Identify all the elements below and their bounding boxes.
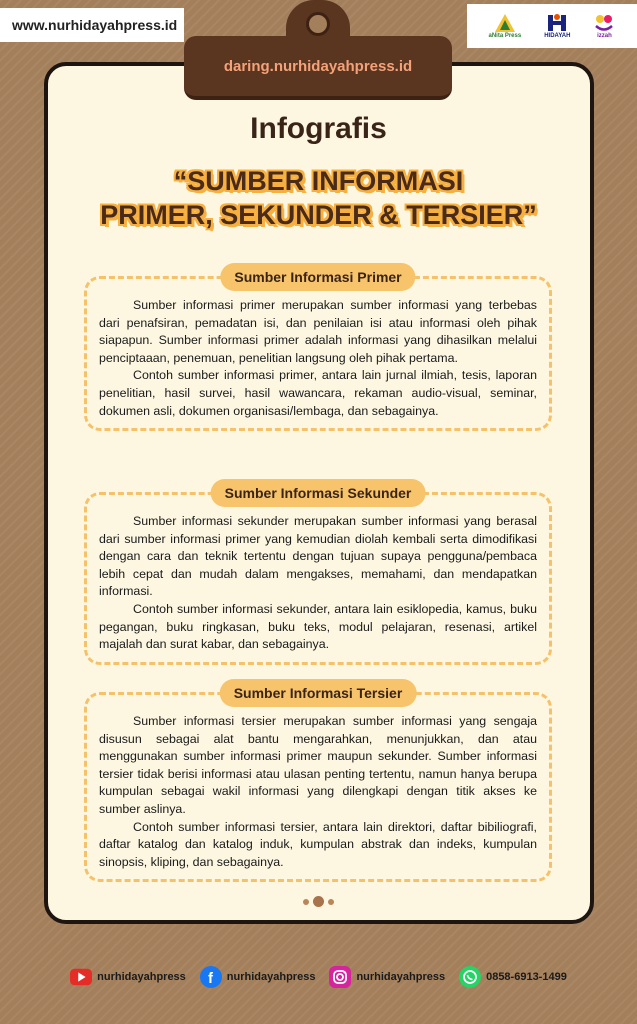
instagram-link[interactable] [329, 966, 445, 988]
facebook-icon [200, 966, 222, 988]
izzah-icon [593, 13, 615, 33]
page-dot-active [313, 896, 324, 907]
section-primer-paragraph-1: Sumber informasi primer merupakan sumber informasi yang terbebas dari penafsiran, pemadatan isi, dan penilaian isi atau informasi oleh pihak siapapun. Sumber informasi primer adalah informasi yang dihasilkan melalui penciptaaan, penemuan, penelitian langsung oleh pihak pertama. [99, 298, 537, 365]
section-primer [84, 269, 552, 431]
svg-text:f: f [207, 970, 213, 987]
youtube-icon [70, 966, 92, 988]
headline-line-1: “SUMBER INFORMASI [173, 166, 464, 196]
clip-label[interactable]: daring.nurhidayahpress.id [223, 57, 413, 75]
instagram-handle: nurhidayahpress [356, 971, 446, 983]
hidayah-icon [544, 13, 570, 33]
facebook-link[interactable] [200, 966, 316, 988]
page-dot [328, 899, 334, 905]
section-sekunder-paragraph-1: Sumber informasi sekunder merupakan sumber informasi yang berasal dari sumber informasi primer yang kemudian diolah kembali serta dimodifikasi dengan cara dan teknik tertentu dengan tujuan supaya pengguna/pembaca lebih cepat dan mudah dalam mengakses, memahami, dan mendapatkan informasi. [99, 514, 537, 599]
instagram-icon [329, 966, 351, 988]
clipboard-clip-hole [306, 12, 330, 36]
site-url[interactable]: www.nurhidayahpress.id [12, 17, 178, 33]
izzah-logo: izzah [593, 13, 615, 39]
whatsapp-icon [459, 966, 481, 988]
hidayah-logo: HIDAYAH [544, 13, 570, 39]
section-tersier [84, 685, 552, 882]
publisher-logos [467, 4, 637, 48]
whatsapp-link[interactable] [459, 966, 567, 988]
section-title-tersier: Sumber Informasi Tersier [220, 679, 417, 707]
social-footer [0, 964, 637, 990]
page-dot [303, 899, 309, 905]
facebook-handle: nurhidayahpress [226, 971, 316, 983]
section-tersier-paragraph-1: Sumber informasi tersier merupakan sumber informasi yang sengaja disusun sebagai alat bantu mengarahkan, menunjukkan, dan atau menggunakan sumber informasi primer maupun sekunder. Sumber informasi tersier tidak berisi informasi atau ulasan penting tertentu, namun hanya berupa kumpulan sebagai wakil informasi yang dilengkapi dengan titik akses ke sumber aslinya. [99, 714, 537, 816]
page-indicator [0, 896, 637, 907]
anita-press-logo: aNita Press [489, 13, 522, 39]
section-tersier-paragraph-2: Contoh sumber informasi tersier, antara lain direktori, daftar bibiliografi, daftar katalog dan katalog induk, kumpulan abstrak dan indeks, kumpulan sinopsis, kliping, dan sebagainya. [99, 819, 537, 869]
youtube-handle: nurhidayahpress [97, 971, 186, 983]
headline-line-2: PRIMER, SEKUNDER & TERSIER” [100, 200, 537, 230]
page-title: Infografis [250, 112, 387, 145]
site-url-badge[interactable] [0, 8, 184, 42]
headline [0, 164, 637, 232]
section-title-primer: Sumber Informasi Primer [220, 263, 415, 291]
section-primer-paragraph-2: Contoh sumber informasi primer, antara lain jurnal ilmiah, tesis, laporan penelitian, hasil survei, hasil wawancara, rekaman audio-visual, seminar, dokumen asli, dokumen organisasi/lembaga, dan sebagainya. [99, 368, 537, 418]
section-sekunder [84, 485, 552, 665]
section-sekunder-paragraph-2: Contoh sumber informasi sekunder, antara lain esiklopedia, kamus, buku pegangan, buku ringkasan, buku teks, modul pelajaran, resenasi, artikel majalah dan surat kabar, dan sebagainya. [99, 601, 537, 652]
anita-press-icon [494, 13, 516, 33]
youtube-link[interactable] [70, 966, 186, 988]
clipboard-clip [184, 36, 452, 100]
whatsapp-number: 0858-6913-1499 [486, 971, 567, 983]
section-title-sekunder: Sumber Informasi Sekunder [211, 479, 426, 507]
